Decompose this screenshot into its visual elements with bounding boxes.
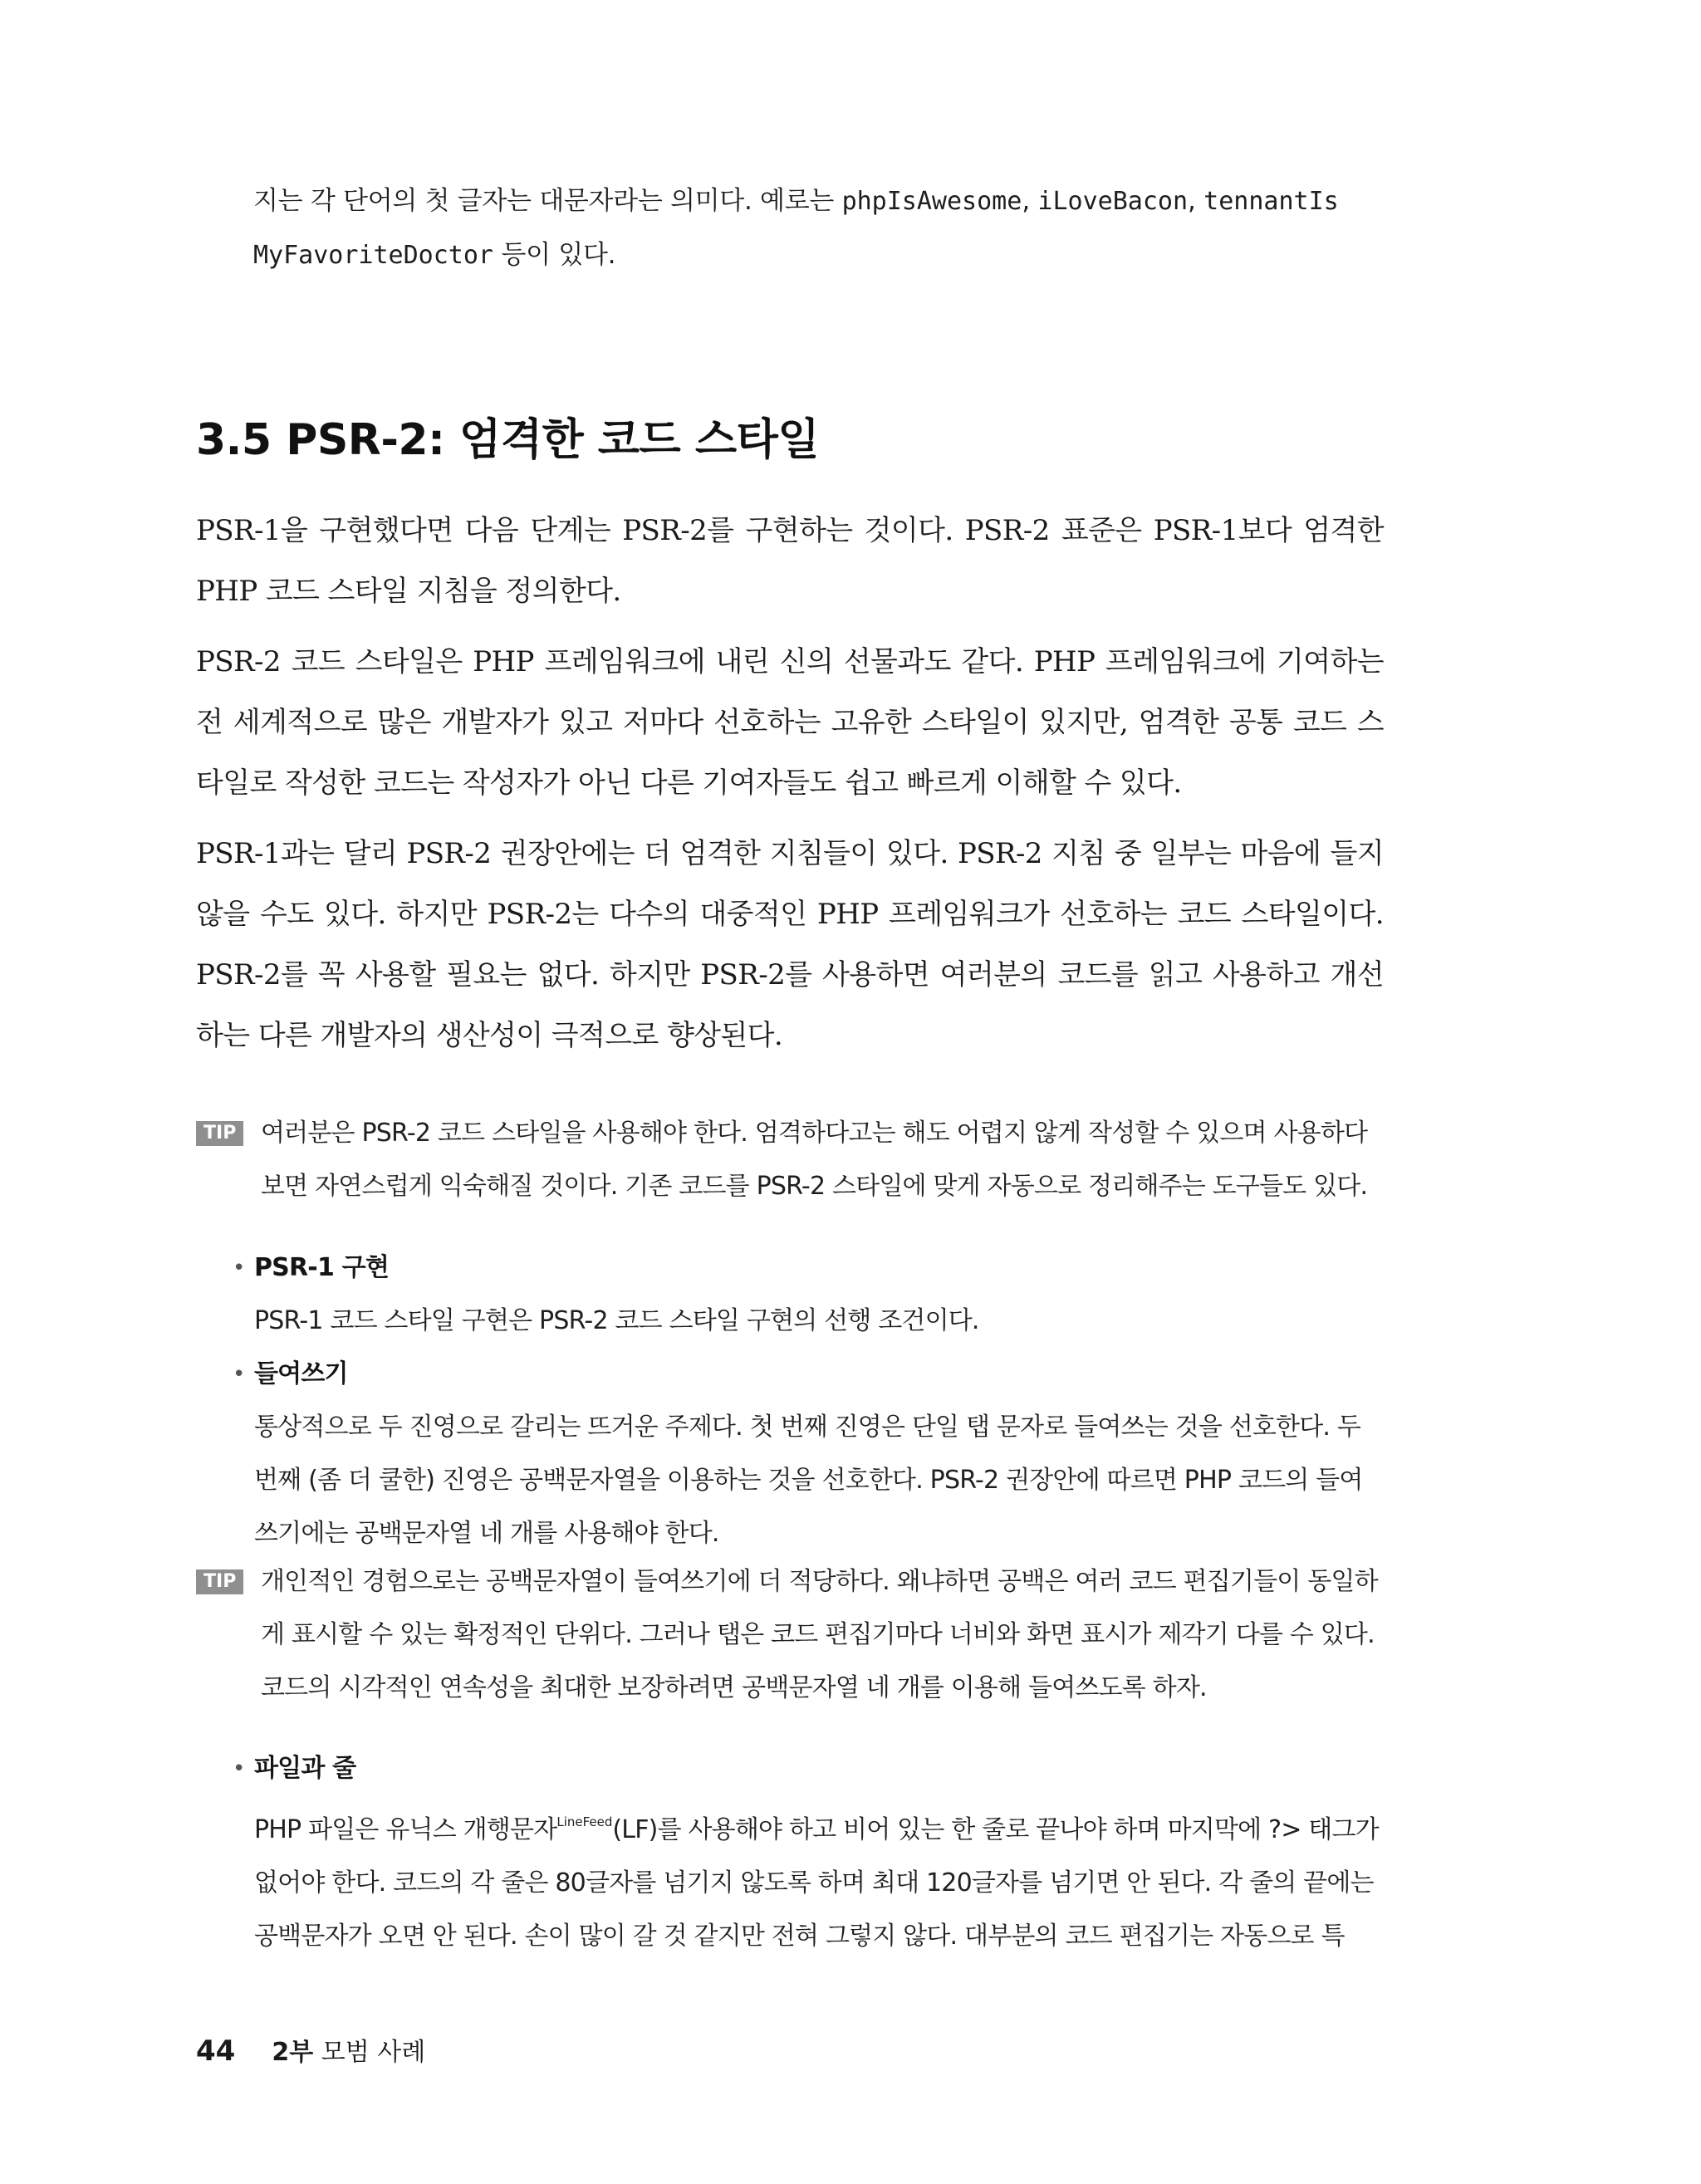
body-text (196, 501, 1384, 1076)
intro-paragraph (253, 174, 1383, 282)
list-item-description (254, 1795, 1384, 1963)
bullet-dot-icon: • (233, 1756, 245, 1781)
bullet-dot-icon: • (233, 1362, 245, 1387)
code-my-favorite-doctor: MyFavoriteDoctor (253, 241, 493, 270)
bullet-list (233, 1742, 1384, 1963)
tip-text: 여러분은 PSR-2 코드 스타일을 사용해야 한다. 엄격하다고는 해도 어렵지 않게 작성할 수 있으며 사용하다 보면 자연스럽게 익숙해질 것이다. 기존 코드를 PSR-2 스타일에 맞게 자동으로 정리해주는 도구들도 있다. (261, 1119, 1368, 1201)
intro-text: 지는 각 단어의 첫 글자는 대문자라는 의미다. 예로는 (253, 186, 842, 216)
list-item-title: 들여쓰기 (254, 1359, 348, 1388)
section-heading: 3.5 PSR-2: 엄격한 코드 스타일 (196, 415, 820, 465)
list-item-title: PSR-1 구현 (254, 1253, 390, 1282)
paragraph: PSR-1과는 달리 PSR-2 권장안에는 더 엄격한 지침들이 있다. PSR-2 지침 중 일부는 마음에 들지 않을 수도 있다. 하지만 PSR-2는 다수의 대중적인 PHP 프레임워크가 선호하는 코드 스타일이다. PSR-2를 꼭 사용할 필요는 없다. 하지만 PSR-2를 사용하면 여러분의 코드를 읽고 사용하고 개선하는 다른 개발자의 생산성이 극적으로 향상된다. (196, 837, 1384, 1052)
tip-text: 개인적인 경험으로는 공백문자열이 들여쓰기에 더 적당하다. 왜냐하면 공백은 여러 코드 편집기들이 동일하게 표시할 수 있는 확정적인 단위다. 그러나 탭은 코드 편집기마다 너비와 화면 표시가 제각기 다를 수 있다. 코드의 시각적인 연속성을 최대한 보장하려면 공백문자열 네 개를 이용해 들여쓰도록 하자. (261, 1567, 1378, 1702)
tip-box (196, 1555, 1384, 1715)
code-tennant-is: tennantIs (1203, 187, 1339, 216)
code-i-love-bacon: iLoveBacon (1037, 187, 1189, 216)
separator: , (1022, 186, 1038, 216)
separator: , (1188, 186, 1204, 216)
bullet-list (233, 1241, 1384, 1560)
page-footer (196, 2033, 425, 2071)
footnote-term: LineFeed (556, 1814, 613, 1829)
list-item (233, 1742, 1384, 1963)
part-title: 모범 사례 (321, 2038, 426, 2067)
desc-text: PHP 파일은 유닉스 개행문자 (254, 1815, 557, 1844)
list-item (233, 1348, 1384, 1560)
list-item (233, 1241, 1384, 1348)
code-php-is-awesome: phpIsAwesome (841, 187, 1022, 216)
desc-text: (LF)를 사용해야 하고 비어 있는 한 줄로 끝나야 하며 마지막에 ?> 태그가 없어야 한다. 코드의 각 줄은 80글자를 넘기지 않도록 하며 최대 120글자를 넘기면 안 된다. 각 줄의 끝에는 공백문자가 오면 안 된다. 손이 많이 갈 것 같지만 전혀 그렇지 않다. 대부분의 코드 편집기는 자동으로 특 (254, 1815, 1379, 1951)
paragraph: PSR-2 코드 스타일은 PHP 프레임워크에 내린 신의 선물과도 같다. PHP 프레임워크에 기여하는 전 세계적으로 많은 개발자가 있고 저마다 선호하는 고유한 스타일이 있지만, 엄격한 공통 코드 스타일로 작성한 코드는 작성자가 아닌 다른 기여자들도 쉽고 빠르게 이해할 수 있다. (196, 645, 1384, 800)
list-item-description: 통상적으로 두 진영으로 갈리는 뜨거운 주제다. 첫 번째 진영은 단일 탭 문자로 들여쓰는 것을 선호한다. 두 번째 (좀 더 쿨한) 진영은 공백문자열을 이용하는 것을 선호한다. PSR-2 권장안에 따르면 PHP 코드의 들여쓰기에는 공백문자열 네 개를 사용해야 한다. (254, 1413, 1363, 1548)
page-number: 44 (196, 2035, 236, 2068)
tip-badge: TIP (196, 1569, 243, 1594)
tip-badge: TIP (196, 1121, 243, 1146)
bullet-dot-icon: • (233, 1256, 245, 1281)
paragraph: PSR-1을 구현했다면 다음 단계는 PSR-2를 구현하는 것이다. PSR-2 표준은 PSR-1보다 엄격한 PHP 코드 스타일 지침을 정의한다. (196, 514, 1384, 608)
list-item-title: 파일과 줄 (254, 1754, 356, 1783)
tip-box (196, 1107, 1384, 1213)
list-item-description: PSR-1 코드 스타일 구현은 PSR-2 코드 스타일 구현의 선행 조건이다. (254, 1306, 979, 1335)
intro-text-end: 등이 있다. (493, 240, 616, 270)
part-label: 2부 (272, 2038, 314, 2067)
